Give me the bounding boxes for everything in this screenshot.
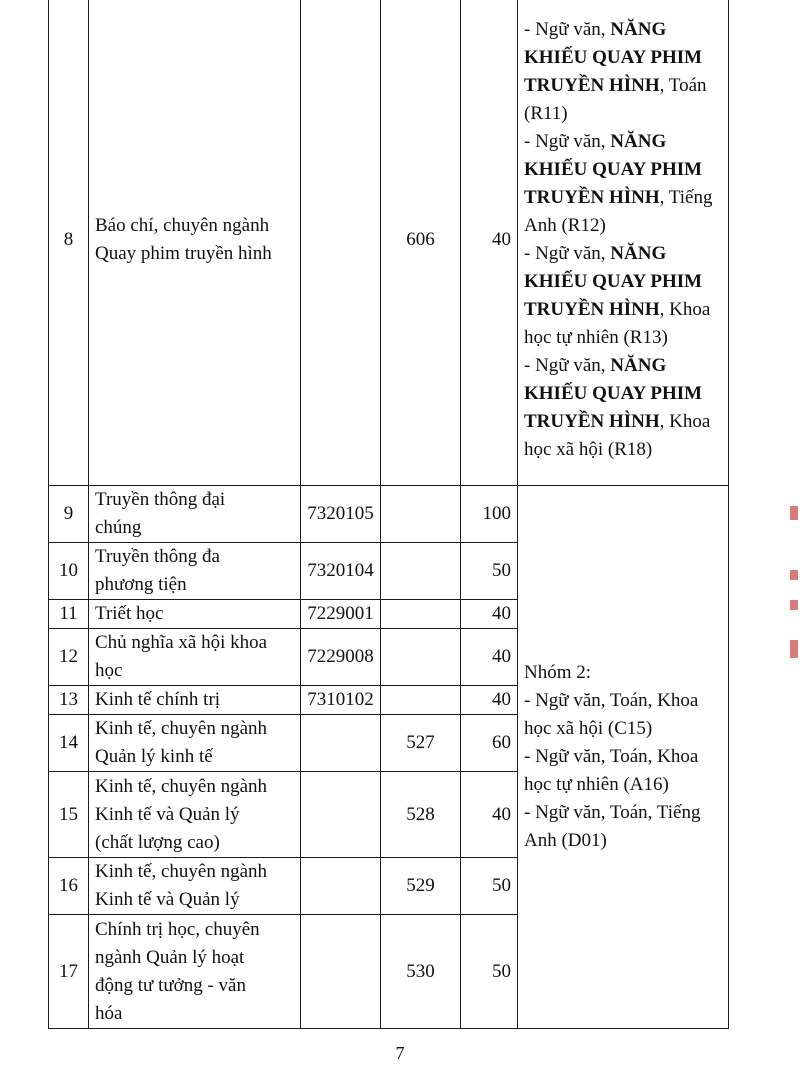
quota-cell: 40 (461, 629, 518, 686)
subject-combination (524, 16, 722, 128)
combination-suffix: , Toán (R11) (524, 75, 707, 124)
major-code-cell: 7320105 (301, 486, 381, 543)
program-code-cell: 528 (381, 772, 461, 858)
combination-prefix: - Ngữ văn, (524, 355, 611, 376)
group-title: Nhóm 2: (524, 662, 592, 683)
row-number-cell: 11 (49, 600, 89, 629)
program-code-cell: 527 (381, 715, 461, 772)
margin-mark (790, 570, 798, 580)
major-name-line: hóa (95, 1002, 123, 1024)
row-number-cell: 8 (49, 0, 89, 486)
major-name-line: Triết học (95, 603, 164, 624)
major-name-line: Kinh tế, chuyên ngành (95, 861, 268, 882)
quota-cell: 50 (461, 915, 518, 1029)
major-name-line: Truyền thông đa (95, 546, 220, 567)
major-code-cell (301, 915, 381, 1029)
major-name-line: Kinh tế, chuyên ngành (95, 718, 268, 739)
major-code-cell (301, 0, 381, 486)
major-name-cell (89, 629, 301, 686)
page-number: 7 (395, 1043, 405, 1063)
major-name-line: Quản lý kinh tế (95, 746, 213, 767)
quota-cell: 40 (461, 772, 518, 858)
major-name-cell (89, 543, 301, 600)
subject-combinations-cell (518, 0, 729, 486)
program-code-cell (381, 629, 461, 686)
row-number-cell: 10 (49, 543, 89, 600)
subject-combination (524, 128, 722, 240)
major-name-line: Quay phim truyền hình (95, 243, 272, 264)
major-code-cell: 7229008 (301, 629, 381, 686)
major-name-line: Kinh tế, chuyên ngành (95, 775, 268, 797)
major-code-cell (301, 772, 381, 858)
quota-cell: 60 (461, 715, 518, 772)
row-number-cell: 12 (49, 629, 89, 686)
program-code-cell: 529 (381, 858, 461, 915)
major-code-cell: 7310102 (301, 686, 381, 715)
major-name-cell (89, 772, 301, 858)
program-code-cell (381, 600, 461, 629)
major-code-cell (301, 715, 381, 772)
major-name-line: Báo chí, chuyên ngành (95, 215, 270, 236)
row-number-cell: 17 (49, 915, 89, 1029)
combination-aptitude: NĂNG KHIẾU QUAY PHIM TRUYỀN HÌNH (524, 355, 703, 432)
major-name-line: Kinh tế và Quản lý (95, 803, 240, 825)
major-name-line: động tư tưởng - văn (95, 974, 246, 996)
major-name-line: Kinh tế và Quản lý (95, 889, 240, 910)
major-code-cell: 7229001 (301, 600, 381, 629)
major-name-cell (89, 600, 301, 629)
group-item: - Ngữ văn, Toán, Khoa học xã hội (C15) (524, 690, 699, 739)
major-name-line: học (95, 660, 123, 681)
quota-cell: 50 (461, 543, 518, 600)
combination-prefix: - Ngữ văn, (524, 131, 611, 152)
major-name-cell (89, 715, 301, 772)
major-name-line: phương tiện (95, 574, 187, 595)
major-name-line: Chính trị học, chuyên (95, 918, 260, 940)
major-name-cell (89, 486, 301, 543)
admissions-table (48, 0, 729, 1029)
major-code-cell (301, 858, 381, 915)
quota-cell: 50 (461, 858, 518, 915)
combination-aptitude: NĂNG KHIẾU QUAY PHIM TRUYỀN HÌNH (524, 243, 703, 320)
major-name-line: (chất lượng cao) (95, 831, 220, 853)
major-name-cell (89, 0, 301, 486)
combination-aptitude: NĂNG KHIẾU QUAY PHIM TRUYỀN HÌNH (524, 19, 703, 96)
margin-mark (790, 506, 798, 520)
major-name-cell (89, 686, 301, 715)
quota-cell: 40 (461, 600, 518, 629)
combination-suffix: , Tiếng Anh (R12) (524, 187, 713, 236)
major-name-line: chúng (95, 517, 142, 538)
margin-mark (790, 600, 798, 610)
quota-cell: 40 (461, 686, 518, 715)
quota-cell: 40 (461, 0, 518, 486)
row-number-cell: 15 (49, 772, 89, 858)
major-name-line: Chủ nghĩa xã hội khoa (95, 632, 268, 653)
row-number-cell: 16 (49, 858, 89, 915)
quota-cell: 100 (461, 486, 518, 543)
row-number-cell: 14 (49, 715, 89, 772)
group-item: - Ngữ văn, Toán, Khoa học tự nhiên (A16) (524, 746, 699, 795)
group-item: - Ngữ văn, Toán, Tiếng Anh (D01) (524, 802, 701, 851)
major-code-cell: 7320104 (301, 543, 381, 600)
program-code-cell: 606 (381, 0, 461, 486)
major-name-cell (89, 858, 301, 915)
major-name-line: Kinh tế chính trị (95, 689, 221, 710)
program-code-cell (381, 686, 461, 715)
table-row (49, 486, 729, 543)
program-code-cell (381, 486, 461, 543)
subject-group-cell (518, 486, 729, 1029)
combination-suffix: , Khoa học xã hội (R18) (524, 411, 711, 460)
combination-suffix: , Khoa học tự nhiên (R13) (524, 299, 711, 348)
major-name-line: ngành Quản lý hoạt (95, 946, 245, 968)
table-row (49, 0, 729, 486)
subject-combination (524, 240, 722, 352)
combination-prefix: - Ngữ văn, (524, 19, 611, 40)
combination-prefix: - Ngữ văn, (524, 243, 611, 264)
table-body (49, 0, 729, 1029)
row-number-cell: 9 (49, 486, 89, 543)
subject-combination (524, 352, 722, 464)
program-code-cell: 530 (381, 915, 461, 1029)
major-name-line: Truyền thông đại (95, 489, 226, 510)
row-number-cell: 13 (49, 686, 89, 715)
major-name-cell (89, 915, 301, 1029)
program-code-cell (381, 543, 461, 600)
margin-mark (790, 640, 798, 658)
combination-aptitude: NĂNG KHIẾU QUAY PHIM TRUYỀN HÌNH (524, 131, 703, 208)
